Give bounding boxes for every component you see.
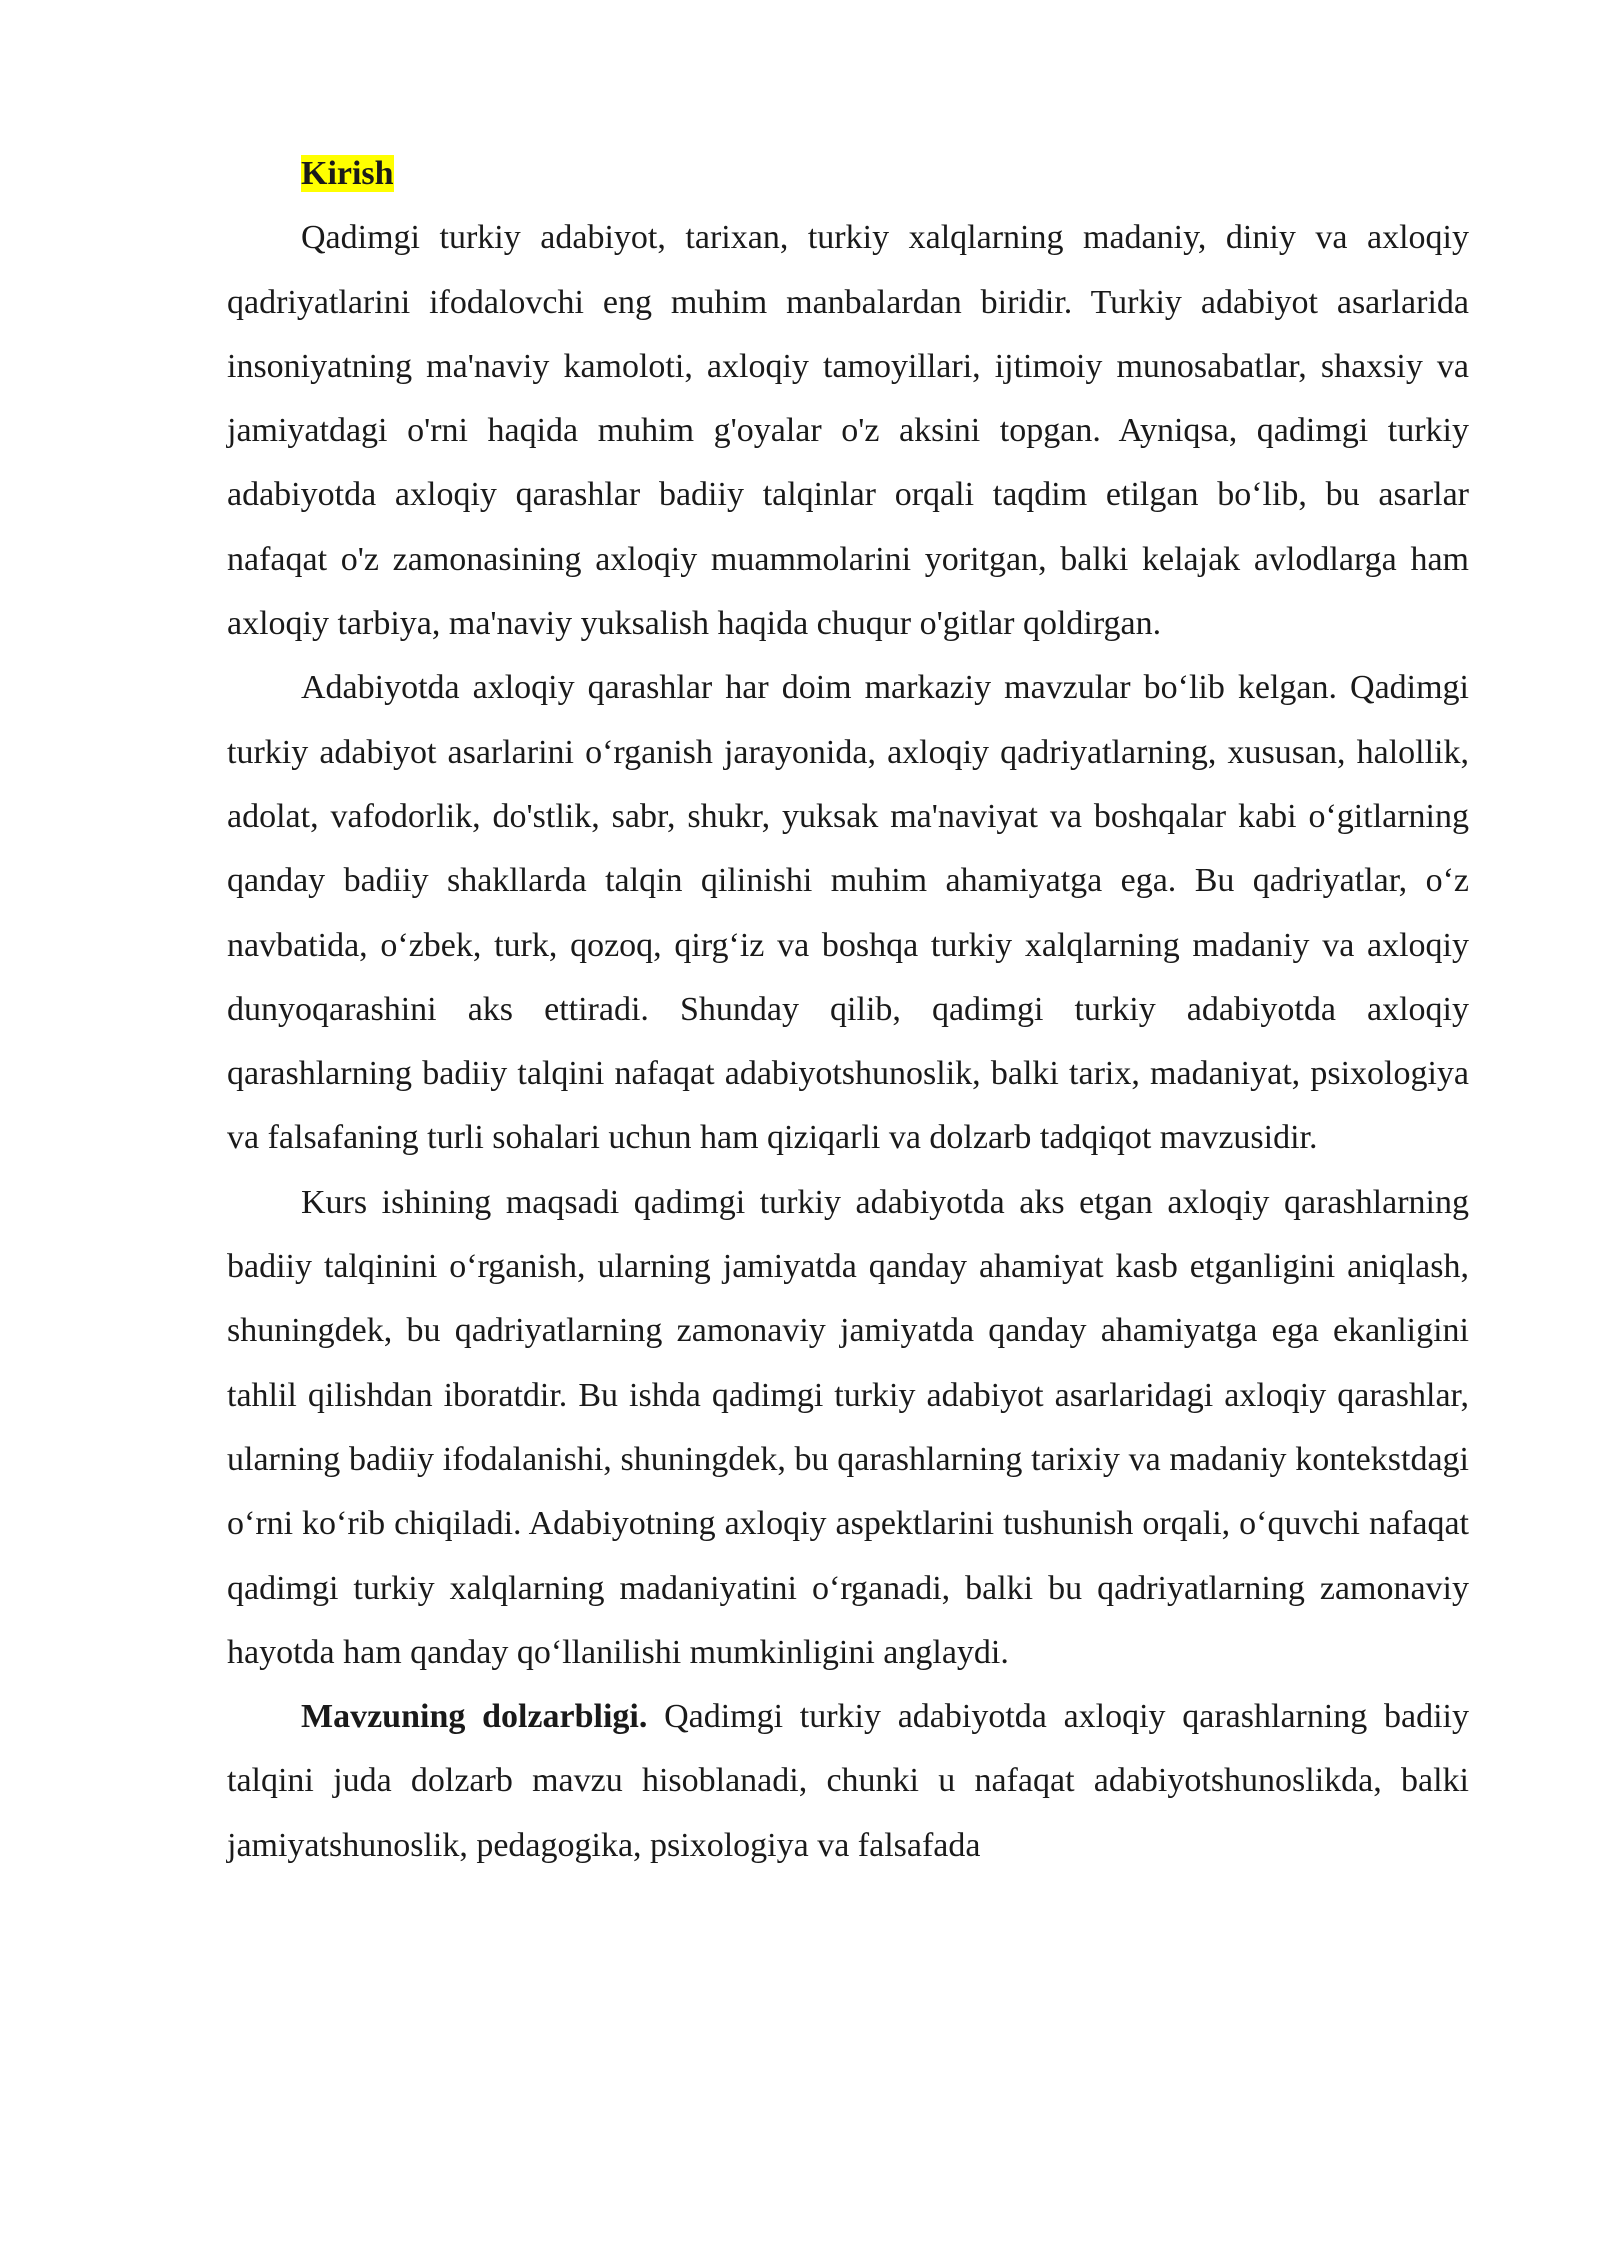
document-body <box>227 142 1469 1878</box>
section-heading <box>227 142 1469 206</box>
paragraph-3: Kurs ishining maqsadi qadimgi turkiy adabiyotda aks etgan axloqiy qarashlarning badiiy talqinini o‘rganish, ularning jamiyatda qanday ahamiyat kasb etganligini aniqlash, shuningdek, bu qadriyatlarning zamonaviy jamiyatda qanday ahamiyatga ega ekanligini tahlil qilishdan iboratdir. Bu ishda qadimgi turkiy adabiyot asarlaridagi axloqiy qarashlar, ularning badiiy ifodalanishi, shuningdek, bu qarashlarning tarixiy va madaniy kontekstdagi o‘rni ko‘rib chiqiladi. Adabiyotning axloqiy aspektlarini tushunish orqali, o‘quvchi nafaqat qadimgi turkiy xalqlarning madaniyatini o‘rganadi, balki bu qadriyatlarning zamonaviy hayotda ham qanday qo‘llanilishi mumkinligini anglaydi. <box>227 1183 1469 1671</box>
paragraph-1: Qadimgi turkiy adabiyot, tarixan, turkiy xalqlarning madaniy, diniy va axloqiy qadriyatlarini ifodalovchi eng muhim manbalardan biridir. Turkiy adabiyot asarlarida insoniyatning ma'naviy kamoloti, axloqiy tamoyillari, ijtimoiy munosabatlar, shaxsiy va jamiyatdagi o'rni haqida muhim g'oyalar o'z aksini topgan. Ayniqsa, qadimgi turkiy adabiyotda axloqiy qarashlar badiiy talqinlar orqali taqdim etilgan bo‘lib, bu asarlar nafaqat o'z zamonasining axloqiy muammolarini yoritgan, balki kelajak avlodlarga ham axloqiy tarbiya, ma'naviy yuksalish haqida chuqur o'gitlar qoldirgan. <box>227 219 1469 643</box>
highlighted-heading-text: Kirish <box>301 155 394 192</box>
relevance-lead: Mavzuning dolzarbligi. <box>301 1698 648 1736</box>
relevance-text: Qadimgi turkiy adabiyotda axloqiy qarashlarning badiiy talqini juda dolzarb mavzu hisoblanadi, chunki u nafaqat adabiyotshunoslikda, balki jamiyatshunoslik, pedagogika, psixologiya va falsafada <box>227 1698 1470 1864</box>
paragraph-2: Adabiyotda axloqiy qarashlar har doim markaziy mavzular bo‘lib kelgan. Qadimgi turkiy adabiyot asarlarini o‘rganish jarayonida, axloqiy qadriyatlarning, xususan, halollik, adolat, vafodorlik, do'stlik, sabr, shukr, yuksak ma'naviyat va boshqalar kabi o‘gitlarning qanday badiiy shakllarda talqin qilinishi muhim ahamiyatga ega. Bu qadriyatlar, o‘z navbatida, o‘zbek, turk, qozoq, qirg‘iz va boshqa turkiy xalqlarning madaniy va axloqiy dunyoqarashini aks ettiradi. Shunday qilib, qadimgi turkiy adabiyotda axloqiy qarashlarning badiiy talqini nafaqat adabiyotshunoslik, balki tarix, madaniyat, psixologiya va falsafaning turli sohalari uchun ham qiziqarli va dolzarb tadqiqot mavzusidir. <box>227 669 1469 1157</box>
paragraph-relevance <box>227 1685 1469 1878</box>
